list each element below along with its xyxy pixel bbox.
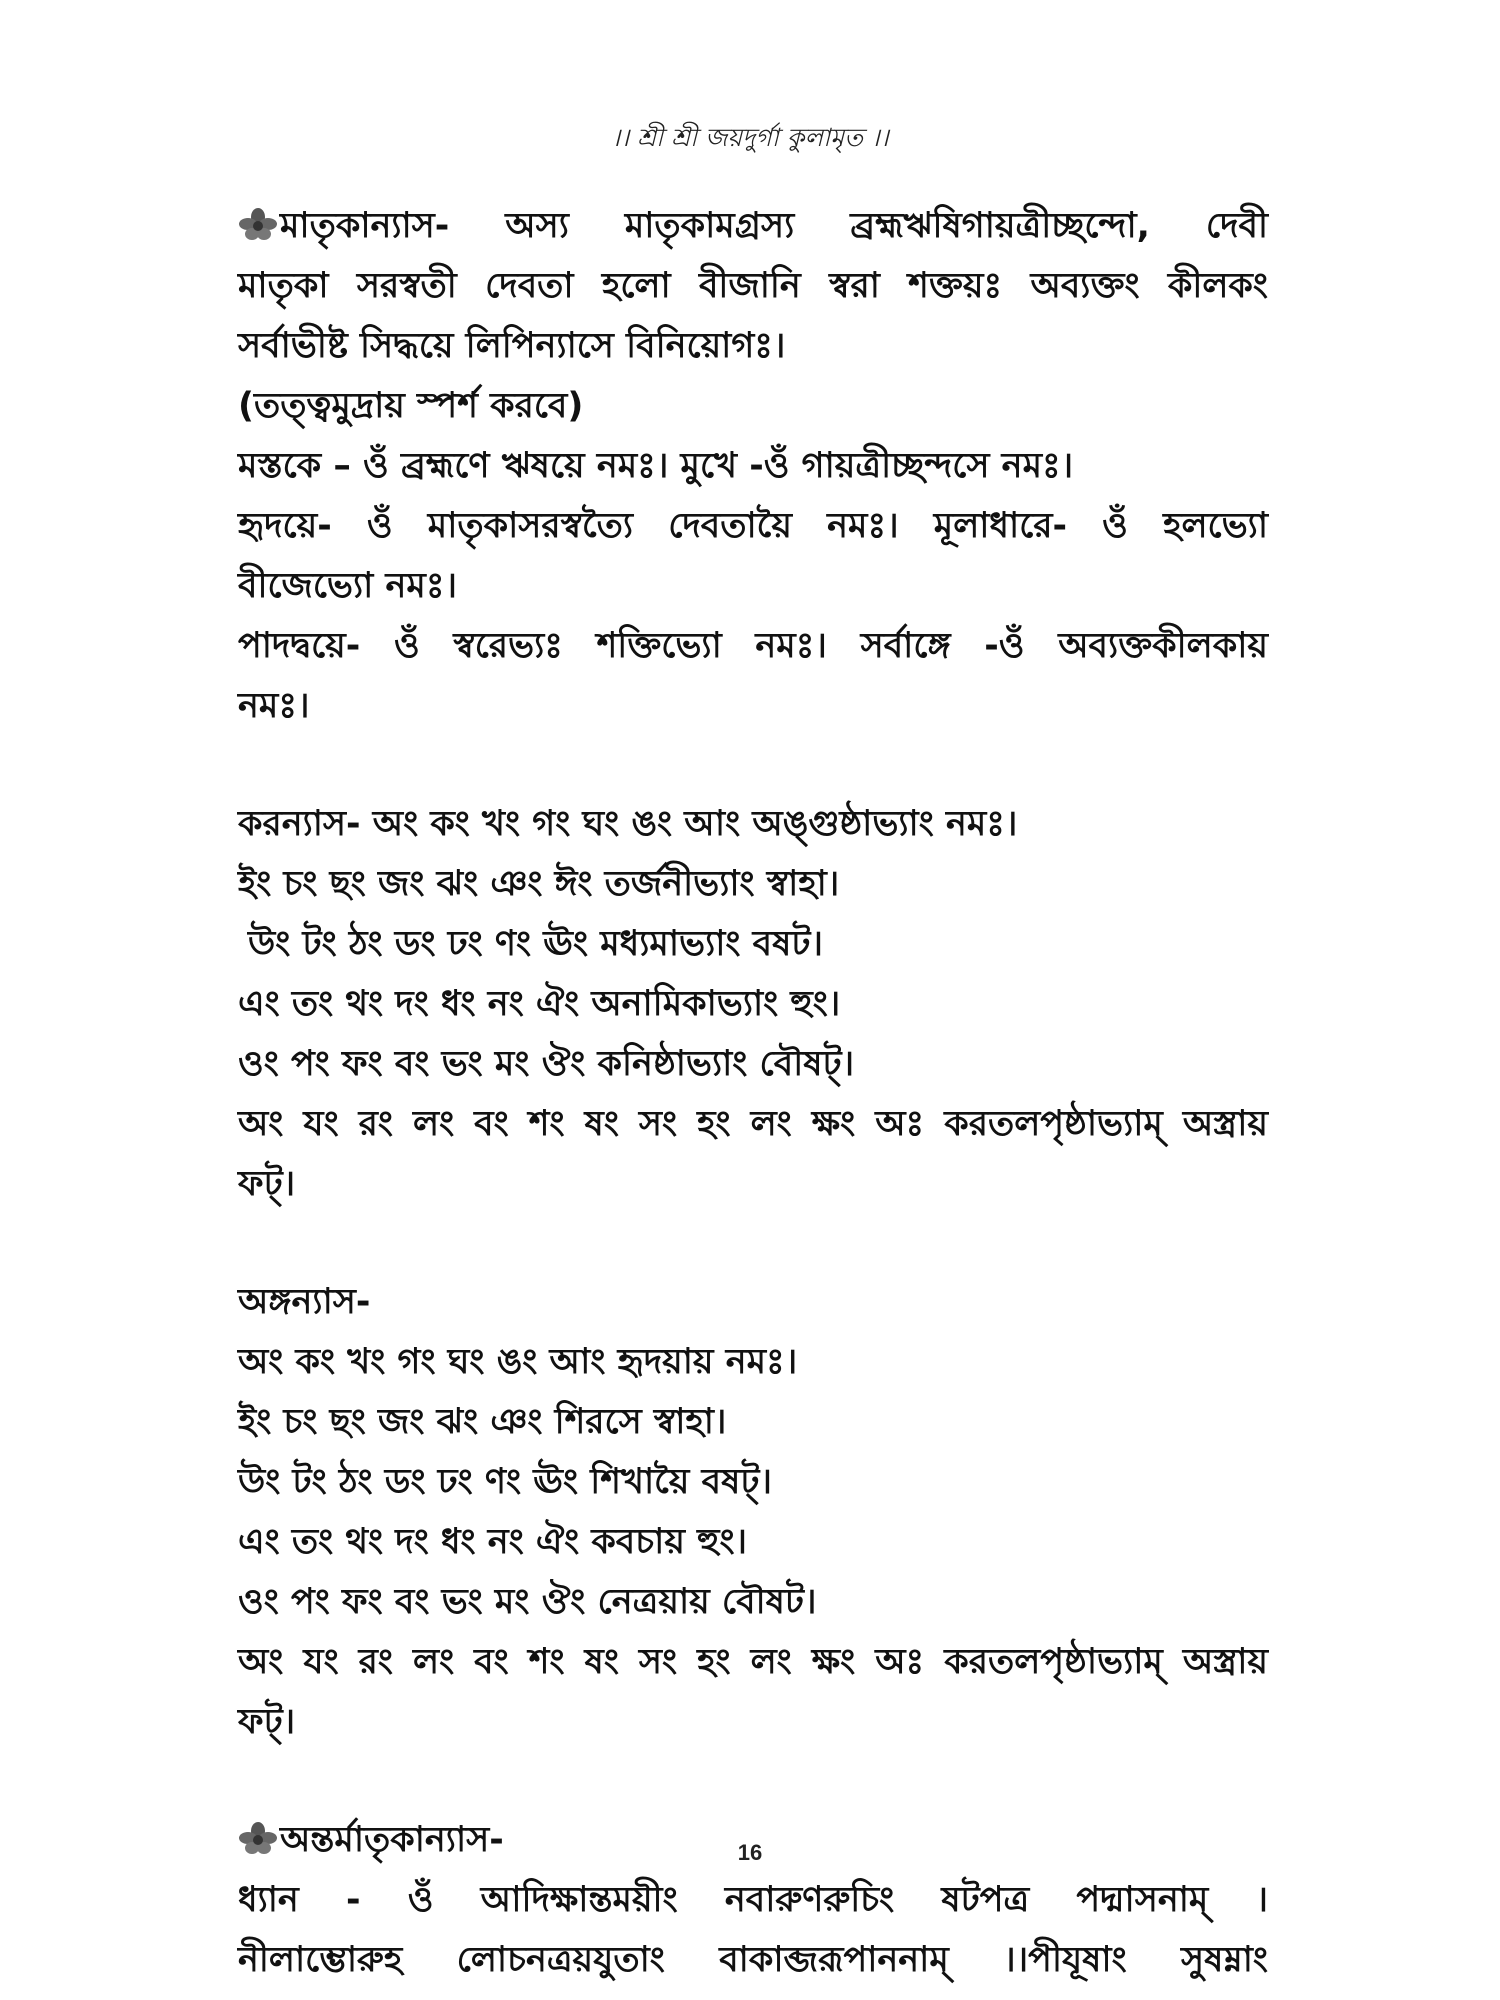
matrika-line-8: পাদদ্বয়ে- ওঁ স্বরেভ্যঃ শক্তিভ্যো নমঃ। সর্বাঙ্গে -ওঁ অব্যক্তকীলকায়	[238, 626, 1268, 666]
anganyas-line-1: অং কং খং গং ঘং ঙং আং হৃদয়ায় নমঃ।	[238, 1342, 798, 1382]
matrika-text-1: মাতৃকান্যাস- অস্য মাতৃকামগ্রস্য ব্রহ্মঋষিগায়ত্রীচ্ছন্দো, দেবী	[280, 206, 1268, 246]
karanyas-line-6: অং যং রং লং বং শং ষং সং হং লং ক্ষং অঃ করতলপৃষ্ঠাভ্যাম্ অস্ত্রায়	[238, 1104, 1268, 1144]
karanyas-line-7: ফট্।	[238, 1164, 296, 1204]
flower-ornament-icon	[238, 207, 278, 241]
matrika-line-4: (তত্ত্বমুদ্রায় স্পর্শ করবে)	[238, 386, 584, 426]
anganyas-line-3: উং টং ঠং ডং ঢং ণং ঊং শিখায়ৈ বষট্।	[238, 1462, 772, 1502]
antarmatrika-heading: অন্তর্মাতৃকান্যাস-	[280, 1820, 504, 1860]
anganyas-line-4: এং তং থং দং ধং নং ঐং কবচায় হুং।	[238, 1522, 748, 1562]
anganyas-line-5: ওং পং ফং বং ভং মং ঔং নেত্রয়ায় বৌষট।	[238, 1582, 817, 1622]
page-number: 16	[737, 1840, 763, 1865]
matrika-line-7: বীজেভ্যো নমঃ।	[238, 566, 457, 606]
matrika-line-2: মাতৃকা সরস্বতী দেবতা হলো বীজানি স্বরা শক্তয়ঃ অব্যক্তং কীলকং	[238, 266, 1268, 306]
matrika-line-1	[238, 196, 1268, 256]
anganyas-heading: অঙ্গন্যাস-	[238, 1282, 371, 1322]
karanyas-line-3: উং টং ঠং ডং ঢং ণং ঊং মধ্যমাভ্যাং বষট।	[248, 924, 824, 964]
matrika-line-5: মস্তকে – ওঁ ব্রহ্মণে ঋষয়ে নমঃ। মুখে -ওঁ গায়ত্রীচ্ছন্দসে নমঃ।	[238, 446, 1074, 486]
running-header: ।। শ্রী শ্রী জয়দুর্গা কুলামৃত ।।	[611, 123, 889, 152]
section-gap	[238, 1752, 1268, 1810]
karanyas-line-1: করন্যাস- অং কং খং গং ঘং ঙং আং অঙ্গুষ্ঠাভ্যাং নমঃ।	[238, 804, 1018, 844]
section-gap	[238, 1214, 1268, 1272]
karanyas-line-2: ইং চং ছং জং ঝং ঞং ঈং তর্জনীভ্যাং স্বাহা।	[238, 864, 840, 904]
matrika-line-6: হৃদয়ে- ওঁ মাতৃকাসরস্বত্যৈ দেবতায়ৈ নমঃ। মূলাধারে- ওঁ হলভ্যো	[238, 506, 1268, 546]
anganyas-line-7: ফট্।	[238, 1702, 296, 1742]
matrika-line-9: নমঃ।	[238, 686, 310, 726]
antarmatrika-line-1: ধ্যান - ওঁ আদিক্ষান্তময়ীং নবারুণরুচিং ষটপত্র পদ্মাসনাম্ ।	[238, 1880, 1268, 1920]
section-gap	[238, 736, 1268, 794]
karanyas-line-5: ওং পং ফং বং ভং মং ঔং কনিষ্ঠাভ্যাং বৌষট্।	[238, 1044, 855, 1084]
antarmatrika-line-2: নীলাম্ভোরুহ লোচনত্রয়যুতাং বাকাব্জরূপাননাম্ ।।পীযূষাং সুষম্নাং	[238, 1940, 1268, 1980]
anganyas-line-6: অং যং রং লং বং শং ষং সং হং লং ক্ষং অঃ করতলপৃষ্ঠাভ্যাম্ অস্ত্রায়	[238, 1642, 1268, 1682]
matrika-line-3: সর্বাভীষ্ট সিদ্ধয়ে লিপিন্যাসে বিনিয়োগঃ।	[238, 326, 786, 366]
karanyas-line-4: এং তং থং দং ধং নং ঐং অনামিকাভ্যাং হুং।	[238, 984, 841, 1024]
anganyas-line-2: ইং চং ছং জং ঝং ঞং শিরসে স্বাহা।	[238, 1402, 727, 1442]
page-content	[238, 196, 1268, 1990]
